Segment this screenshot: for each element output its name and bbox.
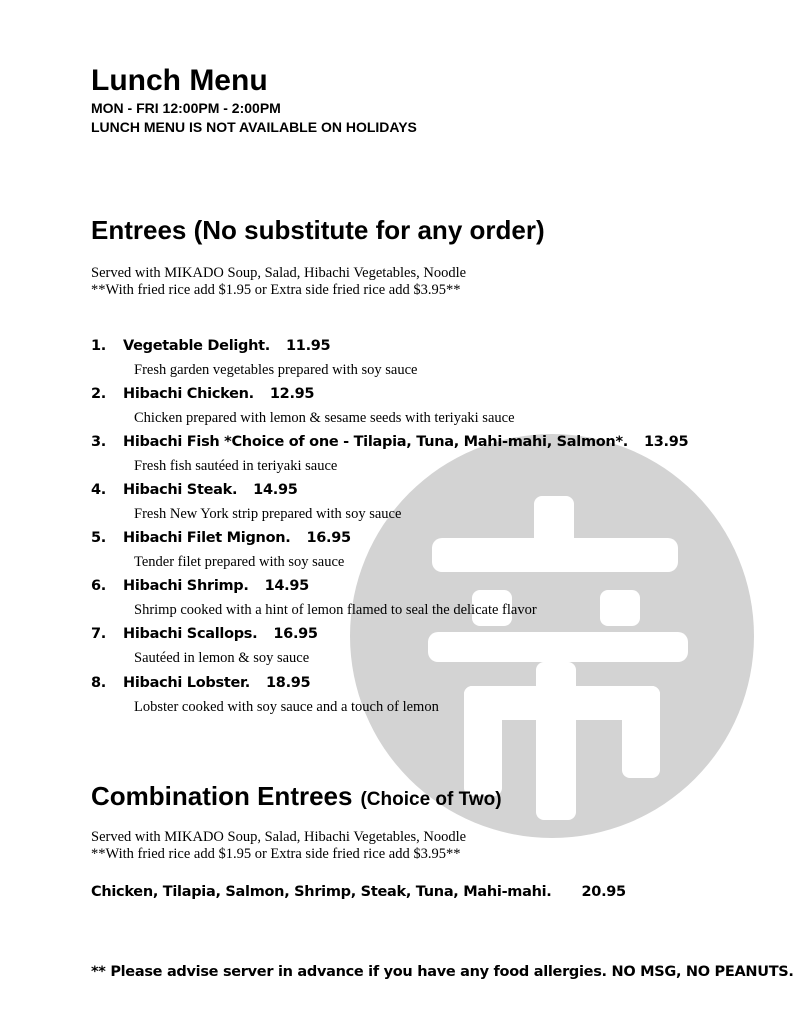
item-description: Tender filet prepared with soy sauce (134, 554, 345, 570)
menu-item: 3. Hibachi Fish *Choice of one - Tilapia, Tuna, Mahi-mahi, Salmon*. 13.95 (91, 434, 689, 450)
item-name: Hibachi Scallops. (123, 626, 258, 642)
lunch-hours: MON - FRI 12:00PM - 2:00PM (91, 100, 281, 116)
item-description: Sautéed in lemon & soy sauce (134, 650, 310, 666)
item-name: Hibachi Fish *Choice of one - Tilapia, Tuna, Mahi-mahi, Salmon*. (123, 434, 628, 450)
combination-rice-note: **With fried rice add $1.95 or Extra side fried rice add $3.95** (91, 846, 461, 862)
item-name: Hibachi Filet Mignon. (123, 530, 291, 546)
combination-price: 20.95 (581, 884, 626, 900)
allergy-note: ** Please advise server in advance if you have any food allergies. NO MSG, NO PEANUTS. (91, 964, 794, 980)
kanji-emblem-icon (350, 434, 754, 838)
item-price: 12.95 (269, 386, 315, 402)
item-name: Hibachi Chicken. (123, 386, 254, 402)
item-name: Hibachi Lobster. (123, 675, 250, 691)
item-name: Hibachi Steak. (123, 482, 238, 498)
entrees-rice-note: **With fried rice add $1.95 or Extra side fried rice add $3.95** (91, 282, 461, 298)
menu-item: 4. Hibachi Steak. 14.95 (91, 482, 298, 498)
combination-served-with: Served with MIKADO Soup, Salad, Hibachi Vegetables, Noodle (91, 829, 467, 845)
item-description: Lobster cooked with soy sauce and a touch of lemon (134, 699, 439, 715)
item-description: Chicken prepared with lemon & sesame seeds with teriyaki sauce (134, 410, 515, 426)
item-name: Vegetable Delight. (123, 338, 270, 354)
menu-item: 8. Hibachi Lobster. 18.95 (91, 675, 311, 691)
item-price: 16.95 (306, 530, 351, 546)
item-description: Shrimp cooked with a hint of lemon flamed to seal the delicate flavor (134, 602, 537, 618)
item-price: 13.95 (643, 434, 689, 450)
item-name: Hibachi Shrimp. (123, 578, 249, 594)
item-description: Fresh New York strip prepared with soy sauce (134, 506, 402, 522)
entrees-heading: Entrees (No substitute for any order) (91, 215, 545, 245)
holiday-notice: LUNCH MENU IS NOT AVAILABLE ON HOLIDAYS (91, 119, 417, 135)
menu-item: 7. Hibachi Scallops. 16.95 (91, 626, 318, 642)
menu-item: 1. Vegetable Delight. 11.95 (91, 338, 331, 354)
item-description: Fresh garden vegetables prepared with soy sauce (134, 362, 418, 378)
page-title: Lunch Menu (91, 64, 268, 97)
item-price: 16.95 (273, 626, 318, 642)
combination-heading: Combination Entrees (Choice of Two) (91, 781, 502, 811)
menu-item: 6. Hibachi Shrimp. 14.95 (91, 578, 309, 594)
menu-item: 5. Hibachi Filet Mignon. 16.95 (91, 530, 351, 546)
item-price: 14.95 (264, 578, 309, 594)
item-price: 18.95 (265, 675, 311, 691)
menu-item: 2. Hibachi Chicken. 12.95 (91, 386, 315, 402)
emblem-glyph (428, 496, 688, 820)
item-description: Fresh fish sautéed in teriyaki sauce (134, 458, 338, 474)
combination-choices: Chicken, Tilapia, Salmon, Shrimp, Steak, Tuna, Mahi-mahi. 20.95 (91, 884, 626, 900)
entrees-served-with: Served with MIKADO Soup, Salad, Hibachi Vegetables, Noodle (91, 265, 467, 281)
combination-heading-note: (Choice of Two) (360, 789, 502, 810)
item-price: 11.95 (285, 338, 331, 354)
item-price: 14.95 (253, 482, 298, 498)
